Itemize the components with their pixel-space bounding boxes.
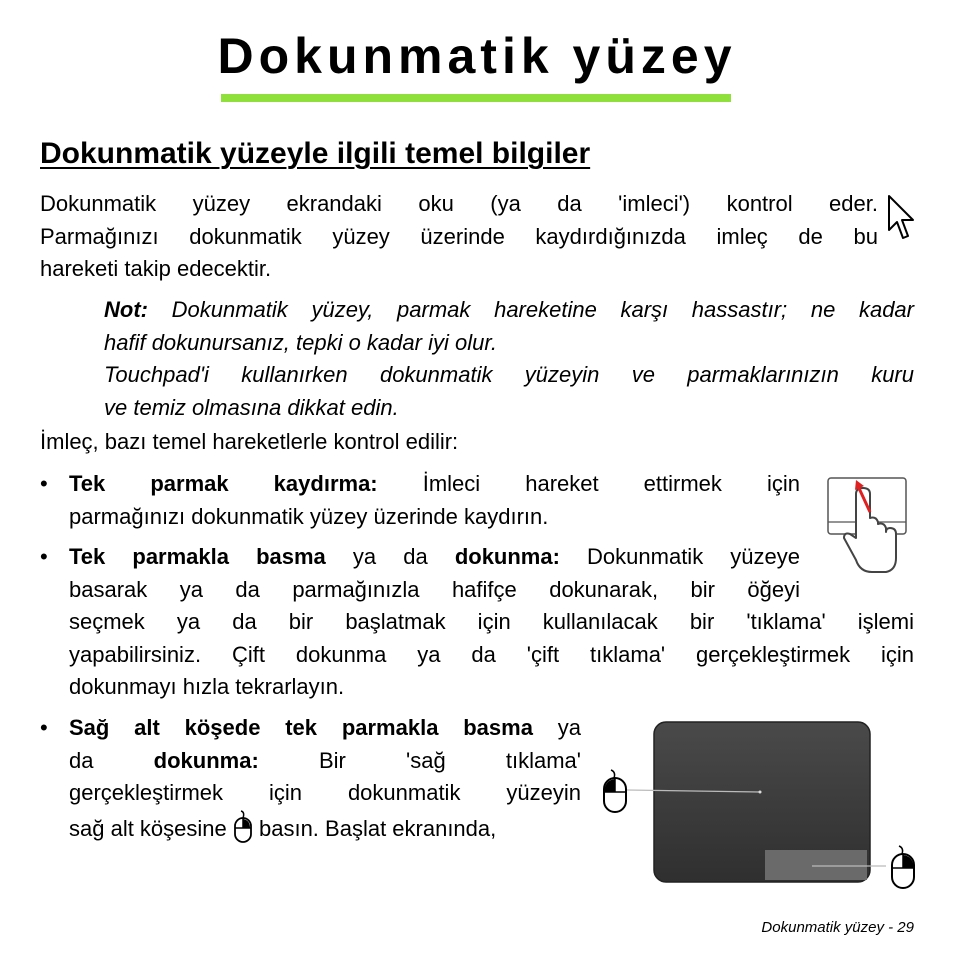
bullet-line: parmağınızı dokunmatik yüzey üzerinde kaydırın. bbox=[69, 503, 549, 529]
bullet-text: İmleci hareket ettirmek için bbox=[377, 471, 800, 496]
bullet-marker: • bbox=[40, 471, 48, 496]
bullet-text: ya da bbox=[325, 544, 455, 569]
bullet-line: dokunmayı hızla tekrarlayın. bbox=[69, 674, 345, 699]
page-title: Dokunmatik yüzey bbox=[217, 28, 737, 84]
note-label: Not: bbox=[104, 297, 148, 322]
bullet-text: da bbox=[69, 747, 154, 773]
mouse-icon bbox=[892, 846, 914, 888]
bullet-line: gerçekleştirmek için dokunmatik yüzeyin bbox=[69, 780, 581, 805]
bullet-line: yapabilirsiniz. Çift dokunma ya da 'çift tıklama' gerçekleştirmek için bbox=[69, 641, 914, 667]
intro-line: hareketi takip edecektir. bbox=[40, 256, 272, 281]
lead-text: İmleç, bazı temel hareketlerle kontrol edilir: bbox=[40, 429, 459, 454]
bullet-line bbox=[69, 541, 800, 574]
bullet-line bbox=[69, 745, 581, 778]
note-line bbox=[104, 294, 914, 327]
bullet-text: sağ alt köşesine bbox=[69, 815, 233, 841]
touchpad-illustration bbox=[600, 720, 920, 890]
intro-line: Parmağınızı dokunmatik yüzey üzerinde kaydırdığınızda imleç de bu bbox=[40, 223, 878, 249]
bullet-line bbox=[69, 810, 581, 846]
bullet-marker: • bbox=[40, 715, 48, 740]
title-underline-bar bbox=[221, 94, 731, 102]
bullet-title: Tek parmak kaydırma: bbox=[69, 471, 378, 496]
note-line: Touchpad'i kullanırken dokunmatik yüzeyin ve parmaklarınızın kuru bbox=[104, 362, 914, 387]
note-text: Dokunmatik yüzey, parmak hareketine karşı hassastır; ne kadar bbox=[147, 297, 914, 322]
bullet-text: ya bbox=[532, 715, 581, 740]
note-line: ve temiz olmasına dikkat edin. bbox=[104, 394, 399, 420]
note-line: hafif dokunursanız, tepki o kadar iyi olur. bbox=[104, 329, 497, 355]
bullet-line bbox=[69, 468, 800, 501]
bullet-text: Bir 'sağ tıklama' bbox=[258, 747, 581, 773]
bullet-line: seçmek ya da bir başlatmak için kullanılacak bir 'tıklama' işlemi bbox=[69, 609, 914, 634]
bullet-line: basarak ya da parmağınızla hafifçe dokunarak, bir öğeyi bbox=[69, 576, 800, 602]
bullet-text: Dokunmatik yüzeye bbox=[559, 544, 800, 569]
bullet-item-single-finger-tap bbox=[69, 541, 914, 704]
section-heading: Dokunmatik yüzeyle ilgili temel bilgiler bbox=[40, 137, 591, 170]
intro-line: Dokunmatik yüzey ekrandaki oku (ya da 'imleci') kontrol eder. bbox=[40, 191, 878, 216]
cursor-arrow-icon bbox=[887, 194, 917, 242]
intro-paragraph bbox=[40, 188, 878, 286]
bullet-marker: • bbox=[40, 544, 48, 569]
mouse-icon bbox=[233, 810, 253, 844]
mouse-icon bbox=[604, 770, 626, 812]
page-footer: Dokunmatik yüzey - 29 bbox=[761, 919, 914, 936]
bullet-title: Sağ alt köşede tek parmakla basma bbox=[69, 715, 533, 740]
bullet-title: dokunma: bbox=[153, 747, 259, 773]
bullet-item-single-finger-slide bbox=[69, 468, 800, 533]
bullet-title: Tek parmakla basma bbox=[69, 544, 326, 569]
bullet-item-right-corner-tap bbox=[69, 712, 581, 845]
note-block bbox=[104, 294, 914, 424]
bullet-title: dokunma: bbox=[454, 544, 560, 569]
bullet-line bbox=[69, 712, 581, 745]
bullet-text: basın. Başlat ekranında, bbox=[252, 815, 497, 841]
